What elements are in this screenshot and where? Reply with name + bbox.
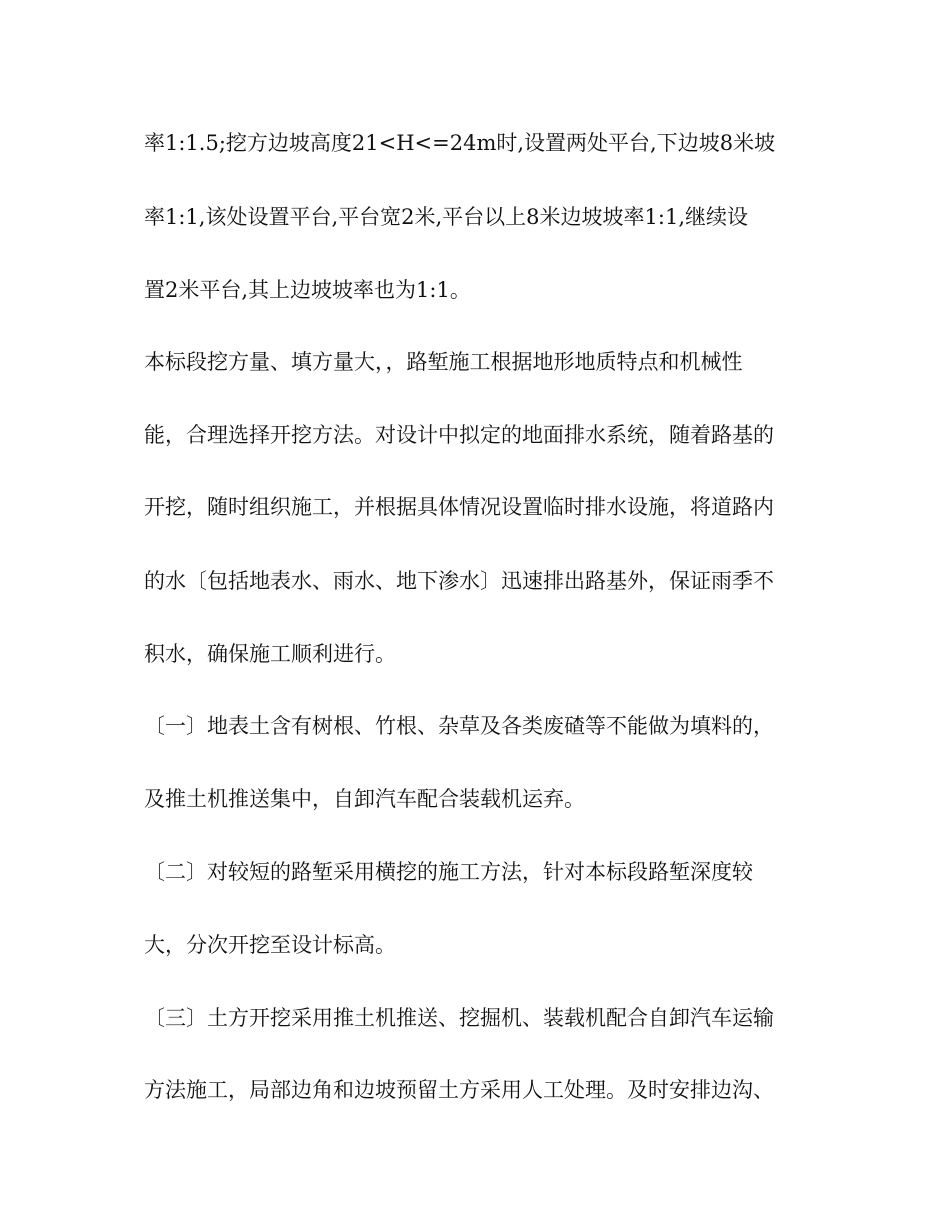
text-line: 开挖，随时组织施工，并根据具体情况设置临时排水设施，将道路内 <box>144 495 774 519</box>
text-line: 置2米平台,其上边坡坡率也为1:1。 <box>144 278 471 302</box>
text-line: 率1:1.5;挖方边坡高度21<H<=24m时,设置两处平台,下边坡8米坡 <box>144 131 776 155</box>
text-line: 〔一〕地表土含有树根、竹根、杂草及各类废碴等不能做为填料的， <box>144 714 774 738</box>
text-line: 能，合理选择开挖方法。对设计中拟定的地面排水系统，随着路基的 <box>144 423 774 447</box>
text-line: 率1:1,该处设置平台,平台宽2米,平台以上8米边坡坡率1:1,继续设 <box>144 205 749 229</box>
text-line: 的水〔包括地表水、雨水、地下渗水〕迅速排出路基外，保证雨季不 <box>144 569 774 593</box>
text-line: 〔二〕对较短的路堑采用横挖的施工方法，针对本标段路堑深度较 <box>144 860 753 884</box>
text-line: 大，分次开挖至设计标高。 <box>144 933 396 957</box>
text-line: 〔三〕土方开挖采用推土机推送、挖掘机、装载机配合自卸汽车运输 <box>144 1006 774 1030</box>
text-line: 本标段挖方量、填方量大，，路堑施工根据地形地质特点和机械性 <box>144 350 743 374</box>
text-line: 积水，确保施工顺利进行。 <box>144 642 396 666</box>
text-line: 及推土机推送集中，自卸汽车配合装载机运弃。 <box>144 787 585 811</box>
text-line: 方法施工，局部边角和边坡预留土方采用人工处理。及时安排边沟、 <box>144 1078 774 1102</box>
